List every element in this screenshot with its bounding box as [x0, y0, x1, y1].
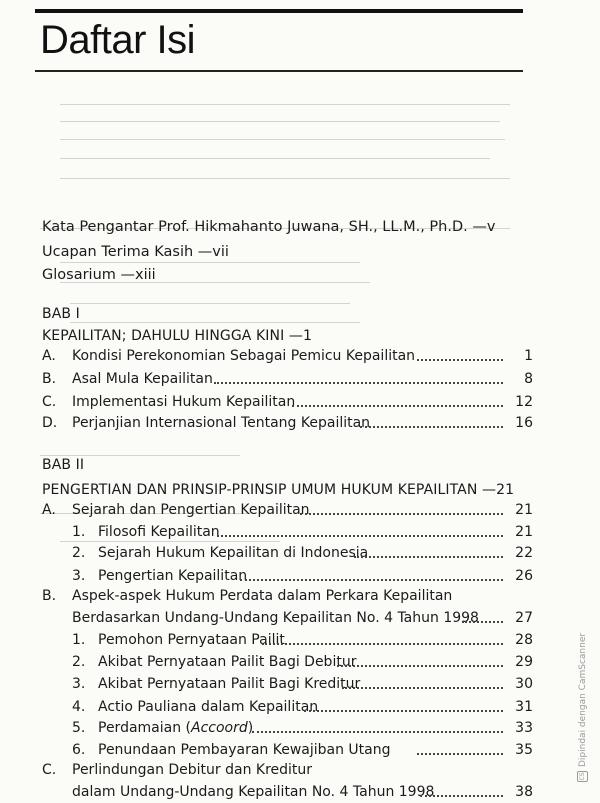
entry-title: Pemohon Pernyataan Pailit: [98, 632, 285, 648]
front-matter-item: Ucapan Terima Kasih —vii: [42, 244, 229, 260]
entry-title: Perjanjian Internasional Tentang Kepailitan: [72, 415, 371, 431]
entry-title-line1: Perlindungan Debitur dan Kreditur: [72, 762, 313, 778]
entry-page: 30: [515, 676, 533, 692]
entry-marker: 4.: [72, 699, 86, 715]
entry-marker: B.: [42, 588, 57, 604]
dot-leader: [420, 795, 503, 797]
entry-marker: B.: [42, 371, 57, 387]
camscanner-icon: CS: [579, 772, 586, 781]
dot-leader: [240, 579, 503, 581]
dot-leader: [360, 426, 503, 428]
dot-leader: [342, 687, 503, 689]
entry-page: 33: [515, 720, 533, 736]
toc-entry: [72, 739, 533, 761]
entry-page: 28: [515, 632, 533, 648]
toc-entry: [42, 345, 533, 367]
entry-title: Sejarah dan Pengertian Kepailitan: [72, 502, 310, 518]
chapter-label: BAB I: [42, 306, 80, 322]
entry-title: Berdasarkan Undang-Undang Kepailitan No. 4 Tahun 1998: [72, 610, 479, 626]
toc-entry: [72, 565, 533, 587]
dot-leader: [292, 405, 503, 407]
entry-page: 21: [515, 502, 533, 518]
entry-marker: A.: [42, 348, 56, 364]
chapter-label: BAB II: [42, 457, 85, 473]
dot-leader: [217, 535, 503, 537]
entry-marker: 5.: [72, 720, 86, 736]
entry-title-line1: Aspek-aspek Hukum Perdata dalam Perkara Kepailitan: [72, 588, 453, 604]
chapter-title: KEPAILITAN; DAHULU HINGGA KINI —1: [42, 328, 312, 344]
entry-marker: 6.: [72, 742, 86, 758]
entry-title: Actio Pauliana dalam Kepailitan: [98, 699, 319, 715]
dot-leader: [300, 513, 503, 515]
entry-page: 8: [524, 371, 533, 387]
entry-title: Sejarah Hukum Kepailitan di Indonesia: [98, 545, 369, 561]
dot-leader: [304, 710, 503, 712]
scanner-watermark: CSDipindai dengan CamScanner: [578, 632, 588, 781]
toc-entry: [72, 673, 533, 695]
entry-marker: 3.: [72, 568, 86, 584]
entry-marker: C.: [42, 394, 57, 410]
entry-marker: 2.: [72, 545, 86, 561]
toc-entry: [42, 762, 533, 803]
toc-entry: [42, 368, 533, 390]
entry-page: 35: [515, 742, 533, 758]
entry-marker: A.: [42, 502, 56, 518]
entry-page: 21: [515, 524, 533, 540]
entry-page: 12: [515, 394, 533, 410]
toc-entry: [72, 717, 533, 739]
entry-title: Filosofi Kepailitan: [98, 524, 220, 540]
entry-title: Implementasi Hukum Kepailitan: [72, 394, 296, 410]
dot-leader: [252, 731, 503, 733]
toc-entry: [42, 412, 533, 434]
entry-title: Perdamaian (Accoord): [98, 720, 254, 736]
toc-entry: [42, 391, 533, 413]
dot-leader: [417, 753, 503, 755]
front-matter-item: Kata Pengantar Prof. Hikmahanto Juwana, SH., LL.M., Ph.D. —v: [42, 219, 496, 235]
dot-leader: [214, 382, 503, 384]
dot-leader: [354, 556, 503, 558]
entry-page: 27: [515, 610, 533, 626]
entry-page: 1: [524, 348, 533, 364]
toc-entry: [72, 651, 533, 673]
entry-page: 26: [515, 568, 533, 584]
toc-entry: [72, 521, 533, 543]
entry-page: 31: [515, 699, 533, 715]
toc-entry: [42, 588, 533, 629]
entry-page: 16: [515, 415, 533, 431]
top-rule: [35, 9, 523, 13]
entry-marker: 1.: [72, 632, 86, 648]
entry-marker: 3.: [72, 676, 86, 692]
dot-leader: [337, 665, 503, 667]
toc-entry: [72, 629, 533, 651]
entry-title: Kondisi Perekonomian Sebagai Pemicu Kepailitan: [72, 348, 416, 364]
page-title: Daftar Isi: [40, 18, 196, 62]
entry-marker: 1.: [72, 524, 86, 540]
entry-page: 22: [515, 545, 533, 561]
entry-marker: 2.: [72, 654, 86, 670]
entry-title: Asal Mula Kepailitan: [72, 371, 213, 387]
entry-marker: D.: [42, 415, 58, 431]
entry-page: 38: [515, 784, 533, 800]
entry-title: Pengertian Kepailitan: [98, 568, 248, 584]
dot-leader: [462, 621, 503, 623]
heading-rule: [35, 70, 523, 72]
toc-entry: [72, 696, 533, 718]
entry-title: Akibat Pernyataan Pailit Bagi Kreditur: [98, 676, 361, 692]
entry-marker: C.: [42, 762, 57, 778]
chapter-title: PENGERTIAN DAN PRINSIP-PRINSIP UMUM HUKUM KEPAILITAN —21: [42, 482, 515, 498]
entry-page: 29: [515, 654, 533, 670]
dot-leader: [417, 359, 503, 361]
entry-title: Akibat Pernyataan Pailit Bagi Debitur: [98, 654, 357, 670]
toc-entry: [42, 499, 533, 521]
entry-title: dalam Undang-Undang Kepailitan No. 4 Tahun 1998: [72, 784, 435, 800]
front-matter-item: Glosarium —xiii: [42, 267, 156, 283]
toc-entry: [72, 542, 533, 564]
entry-title: Penundaan Pembayaran Kewajiban Utang: [98, 742, 391, 758]
dot-leader: [262, 643, 503, 645]
